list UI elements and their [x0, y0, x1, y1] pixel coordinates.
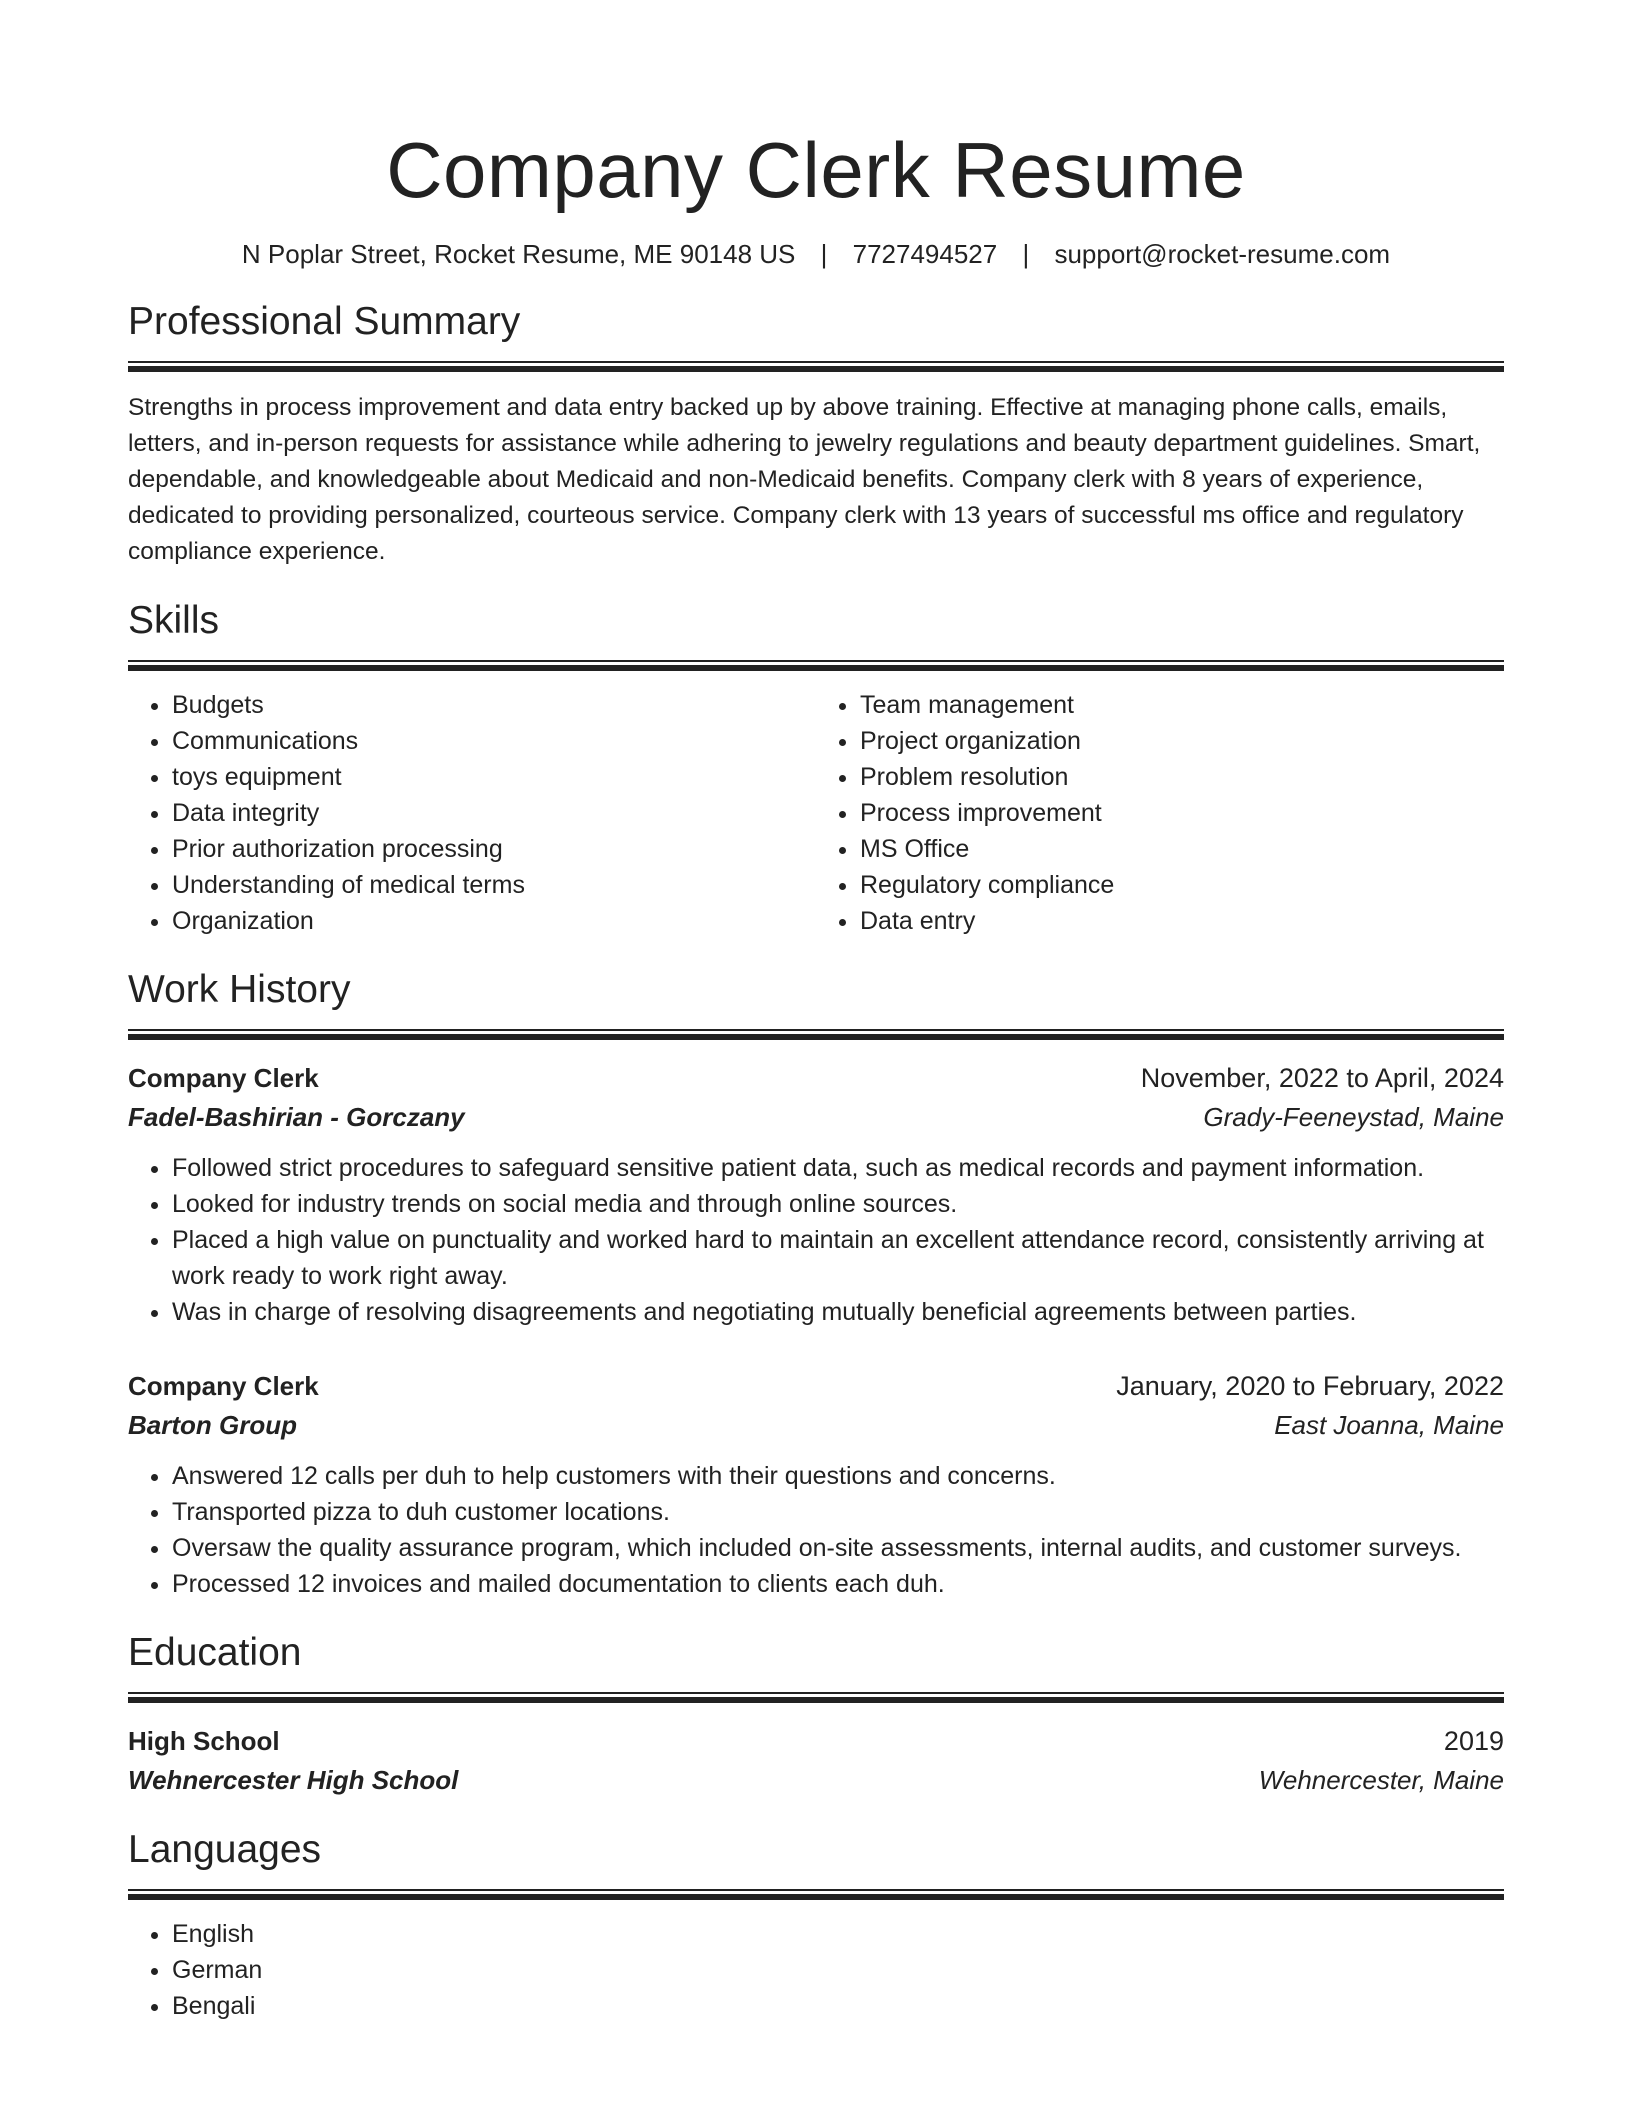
- section-divider: [128, 1692, 1504, 1703]
- job-entry: [128, 1058, 1504, 1330]
- languages-list: [128, 1916, 1504, 2024]
- skill-item: • toys equipment: [172, 759, 816, 795]
- section-title: Languages: [128, 1828, 322, 1871]
- job-bullet: • Looked for industry trends on social media and through online sources.: [172, 1186, 1504, 1222]
- job-bullet: • Transported pizza to duh customer locations.: [172, 1494, 1504, 1530]
- skill-item: • Understanding of medical terms: [172, 867, 816, 903]
- work-history-section: [128, 965, 1504, 1602]
- education-school: Wehnercester High School: [128, 1765, 459, 1795]
- skills-columns: [128, 687, 1504, 939]
- education-entry: [128, 1721, 1504, 1799]
- section-title: Skills: [128, 599, 220, 642]
- skills-section: [128, 596, 1504, 939]
- skill-item: • Budgets: [172, 687, 816, 723]
- job-role: Company Clerk: [128, 1371, 319, 1401]
- section-title: Professional Summary: [128, 300, 521, 343]
- section-title: Work History: [128, 968, 351, 1011]
- education-location: Wehnercester, Maine: [1258, 1765, 1504, 1795]
- job-bullet: • Was in charge of resolving disagreements and negotiating mutually beneficial agreements between parties.: [172, 1294, 1504, 1330]
- resume-page: [128, 0, 1504, 2024]
- contact-line: [128, 237, 1504, 271]
- skill-item: • Problem resolution: [860, 759, 1504, 795]
- job-location: Grady-Feeneystad, Maine: [1203, 1102, 1504, 1132]
- contact-separator: |: [820, 239, 828, 269]
- skill-item: • Data entry: [860, 903, 1504, 939]
- language-item: • Bengali: [172, 1988, 1504, 2024]
- skill-item: • Organization: [172, 903, 816, 939]
- education-section: [128, 1628, 1504, 1799]
- skill-item: • Data integrity: [172, 795, 816, 831]
- job-dates: January, 2020 to February, 2022: [1116, 1371, 1504, 1401]
- contact-address: N Poplar Street, Rocket Resume, ME 90148 US: [241, 239, 796, 269]
- summary-section: [128, 297, 1504, 570]
- languages-section: [128, 1825, 1504, 2024]
- language-item: • English: [172, 1916, 1504, 1952]
- skill-item: • Prior authorization processing: [172, 831, 816, 867]
- contact-phone: 7727494527: [852, 239, 998, 269]
- contact-email: support@rocket-resume.com: [1054, 239, 1391, 269]
- job-role: Company Clerk: [128, 1063, 319, 1093]
- job-bullet: • Processed 12 invoices and mailed documentation to clients each duh.: [172, 1566, 1504, 1602]
- job-bullets: [128, 1150, 1504, 1330]
- skill-item: • MS Office: [860, 831, 1504, 867]
- job-bullet: • Oversaw the quality assurance program, which included on-site assessments, internal audits, and customer surveys.: [172, 1530, 1504, 1566]
- education-year: 2019: [1443, 1726, 1504, 1756]
- section-divider: [128, 1889, 1504, 1900]
- skills-list-left: [128, 687, 816, 939]
- education-degree: High School: [128, 1726, 280, 1756]
- job-bullet: • Placed a high value on punctuality and worked hard to maintain an excellent attendance record, consistently arriving at work ready to work right away.: [172, 1222, 1504, 1294]
- section-title: Education: [128, 1631, 302, 1674]
- job-bullet: • Answered 12 calls per duh to help customers with their questions and concerns.: [172, 1458, 1504, 1494]
- language-item: • German: [172, 1952, 1504, 1988]
- section-divider: [128, 361, 1504, 372]
- skill-item: • Project organization: [860, 723, 1504, 759]
- section-divider: [128, 1029, 1504, 1040]
- section-divider: [128, 660, 1504, 671]
- job-employer: Barton Group: [128, 1410, 297, 1440]
- skill-item: • Team management: [860, 687, 1504, 723]
- resume-title: Company Clerk Resume: [386, 126, 1246, 214]
- job-location: East Joanna, Maine: [1274, 1410, 1504, 1440]
- skill-item: • Communications: [172, 723, 816, 759]
- contact-separator: |: [1022, 239, 1030, 269]
- skill-item: • Process improvement: [860, 795, 1504, 831]
- job-employer: Fadel-Bashirian - Gorczany: [128, 1102, 465, 1132]
- job-bullet: • Followed strict procedures to safeguard sensitive patient data, such as medical records and payment information.: [172, 1150, 1504, 1186]
- skills-list-right: [816, 687, 1504, 939]
- summary-text: Strengths in process improvement and data entry backed up by above training. Effective at managing phone calls, emails, letters, and in-person requests for assistance while adhering to jewelry regulations and beauty department guidelines. Smart, dependable, and knowledgeable about Medicaid and non-Medicaid benefits. Company clerk with 8 years of experience, dedicated to providing personalized, courteous service. Company clerk with 13 years of successful ms office and regulatory compliance experience.: [128, 394, 1481, 565]
- job-bullets: [128, 1458, 1504, 1602]
- skill-item: • Regulatory compliance: [860, 867, 1504, 903]
- job-dates: November, 2022 to April, 2024: [1140, 1063, 1504, 1093]
- job-entry: [128, 1366, 1504, 1602]
